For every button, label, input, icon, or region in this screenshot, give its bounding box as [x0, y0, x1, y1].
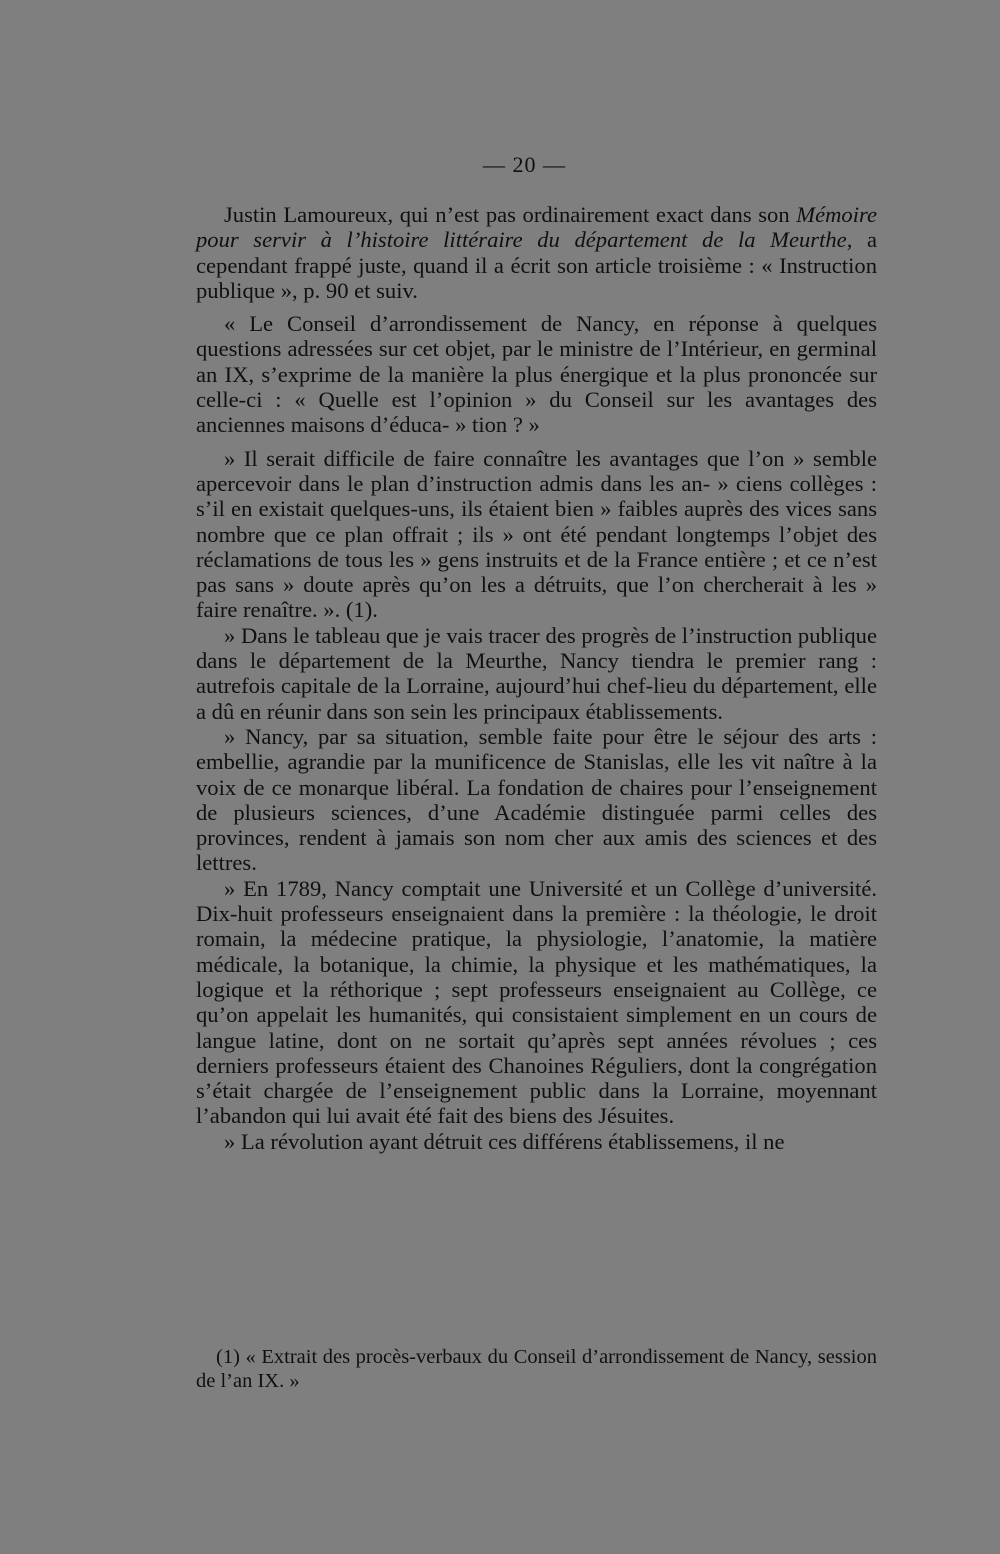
paragraph-1-text-end: a cependant frappé juste, quand il a écrit son article troisième : « Instruction publique », p. 90 et suiv.	[196, 227, 877, 303]
paragraph-6: » En 1789, Nancy comptait une Université et un Collège d’université. Dix-huit professeurs enseignaient dans la première : la théologie, le droit romain, la médecine pratique, la physiologie, l’anatomie, la matière médicale, la botanique, la chimie, la physique et les mathématiques, la logique et la réthorique ; sept professeurs enseignaient au Collège, ce qu’on appelait les humanités, qui consistaient simplement en un cours de langue latine, dont on ne sortait qu’après sept années révolues ; ces derniers professeurs étaient des Chanoines Réguliers, dont la congrégation s’était chargée de l’enseignement public dans la Lorraine, moyennant l’abandon qui lui avait été fait des biens des Jésuites.	[196, 875, 877, 1129]
paragraph-1	[196, 202, 877, 303]
body-text	[196, 202, 877, 1154]
paragraph-5: » Nancy, par sa situation, semble faite pour être le séjour des arts : embellie, agrandie par la munificence de Stanislas, elle les vit naître à la voix de ce monarque libéral. La fondation de chaires pour l’enseignement de plusieurs sciences, d’une Académie distinguée parmi celles des provinces, rendent à jamais son nom cher aux amis des sciences et des lettres.	[196, 723, 877, 876]
paragraph-2: « Le Conseil d’arrondissement de Nancy, en réponse à quelques questions adressées sur cet objet, par le ministre de l’Intérieur, en germinal an IX, s’exprime de la manière la plus énergique et la plus prononcée sur celle-ci : « Quelle est l’opinion » du Conseil sur les avantages des anciennes maisons d’éduca- » tion ? »	[196, 311, 877, 438]
paragraph-1-text: Justin Lamoureux, qui n’est pas ordinairement exact dans son	[224, 202, 797, 227]
page-number: — 20 —	[483, 152, 566, 177]
paragraph-7: » La révolution ayant détruit ces différens établissemens, il ne	[224, 1128, 785, 1154]
book-title: Mémoire pour servir à l’histoire littéraire du département de la Meurthe,	[196, 202, 877, 253]
paragraph-3: » Il serait difficile de faire connaître les avantages que l’on » semble apercevoir dans le plan d’instruction admis dans les an- » ciens collèges : s’il en existait quelques-uns, ils étaient bien » faibles auprès des vices sans nombre que ce plan offrait ; ils » ont été pendant longtemps l’objet des réclamations de tous les » gens instruits et de la France entière ; et ce n’est pas sans » doute après qu’on les a détruits, que l’on chercherait à les » faire renaître. ». (1).	[196, 445, 877, 623]
paragraph-4: » Dans le tableau que je vais tracer des progrès de l’instruction publique dans le département de la Meurthe, Nancy tiendra le premier rang : autrefois capitale de la Lorraine, aujourd’hui chef-lieu du département, elle a dû en réunir dans son sein les principaux établissements.	[196, 622, 877, 724]
footnote-text: (1) « Extrait des procès-verbaux du Conseil d’arrondissement de Nancy, session de l’an IX. »	[196, 1346, 877, 1392]
footnote	[196, 1345, 877, 1393]
